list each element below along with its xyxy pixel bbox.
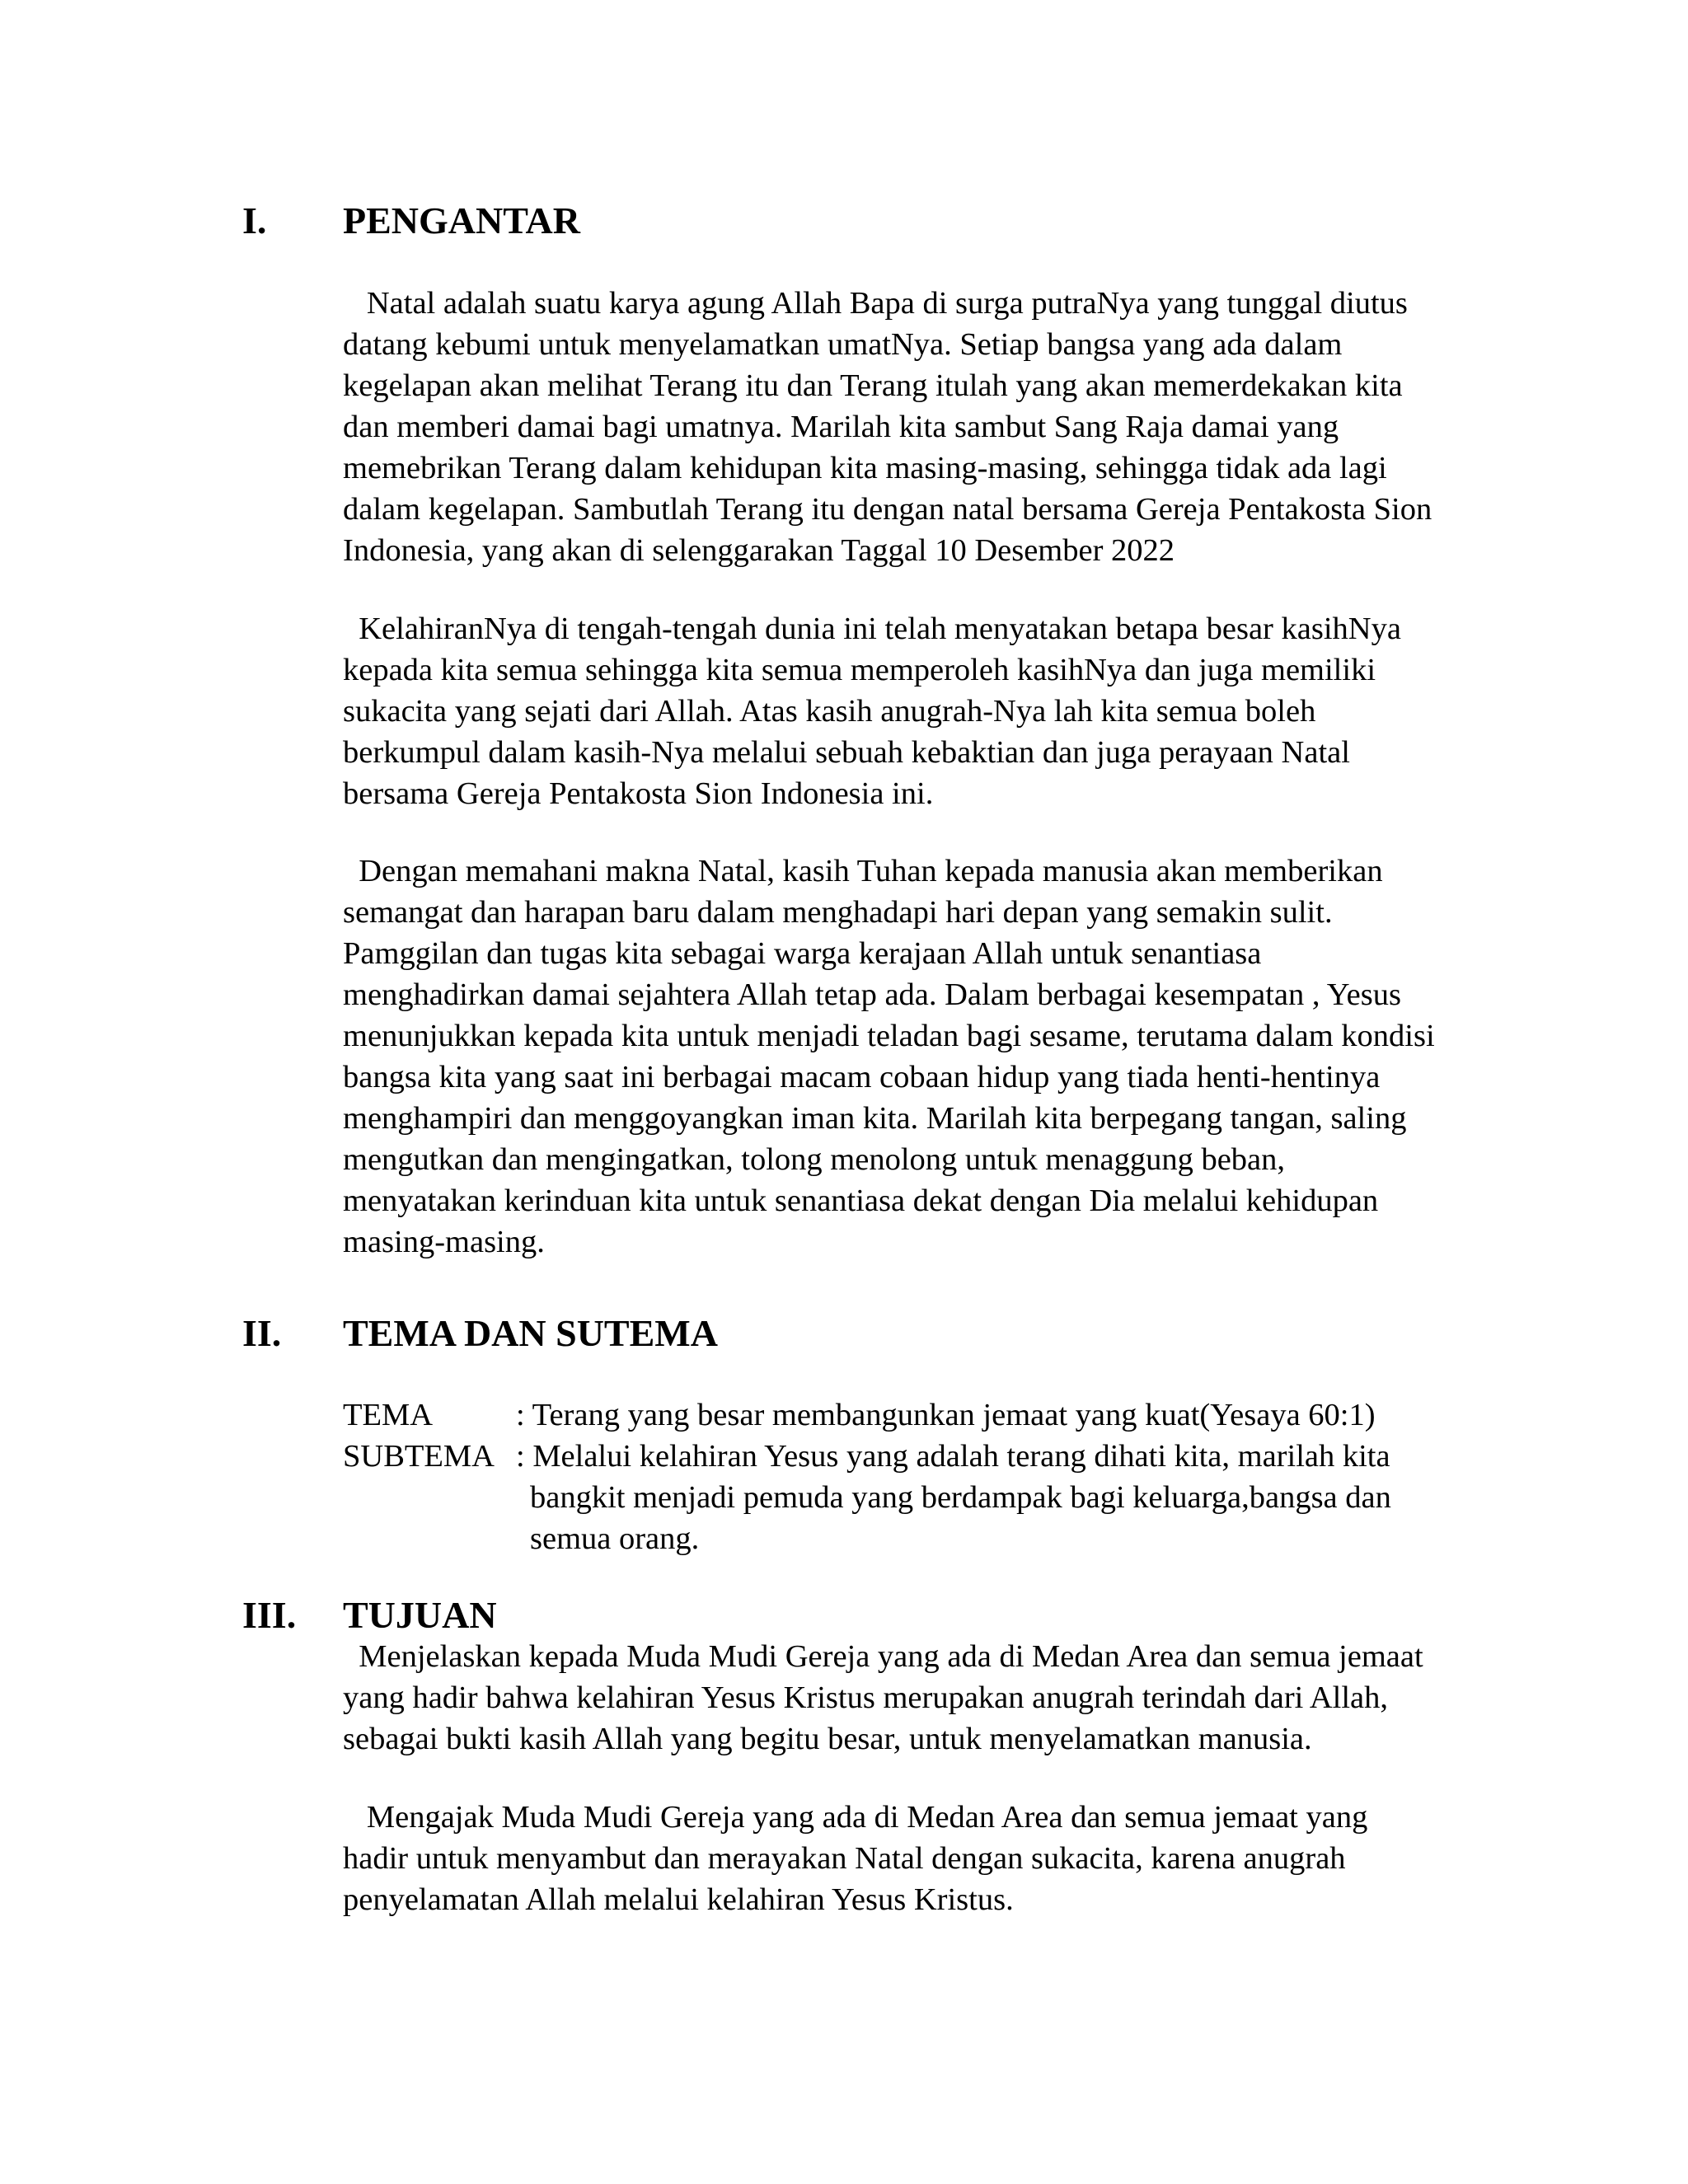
text-line: menunjukkan kepada kita untuk menjadi teladan bagi sesame, terutama dalam kondisi (343, 1019, 1435, 1053)
subtema-value-continued: semua orang. (530, 1521, 700, 1556)
section-number: II. (242, 1312, 282, 1354)
text-line: mengutkan dan mengingatkan, tolong menolong untuk menaggung beban, (343, 1142, 1286, 1177)
text-line: Pamggilan dan tugas kita sebagai warga kerajaan Allah untuk senantiasa (343, 936, 1262, 971)
section-title: PENGANTAR (343, 199, 580, 241)
section-heading-pengantar (242, 199, 580, 241)
tema-row (343, 1394, 1376, 1436)
paragraph-pengantar-1 (343, 283, 1497, 571)
text-line: Menjelaskan kepada Muda Mudi Gereja yang ada di Medan Area dan semua jemaat (343, 1639, 1423, 1674)
text-line: datang kebumi untuk menyelamatkan umatNya. Setiap bangsa yang ada dalam (343, 327, 1343, 362)
section-number: I. (242, 199, 267, 241)
paragraph-pengantar-3 (343, 851, 1497, 1263)
subtema-value: : Melalui kelahiran Yesus yang adalah terang dihati kita, marilah kita (516, 1439, 1390, 1474)
section-title: TEMA DAN SUTEMA (343, 1312, 718, 1354)
section-number: III. (242, 1594, 297, 1636)
text-line: masing-masing. (343, 1225, 545, 1259)
tema-value: : Terang yang besar membangunkan jemaat yang kuat(Yesaya 60:1) (516, 1398, 1376, 1432)
text-line: semangat dan harapan baru dalam menghadapi hari depan yang semakin sulit. (343, 895, 1333, 930)
text-line: dalam kegelapan. Sambutlah Terang itu dengan natal bersama Gereja Pentakosta Sion (343, 492, 1432, 527)
text-line: Dengan memahani makna Natal, kasih Tuhan kepada manusia akan memberikan (343, 854, 1383, 888)
text-line: bangsa kita yang saat ini berbagai macam cobaan hidup yang tiada henti-hentinya (343, 1060, 1381, 1094)
text-line: sukacita yang sejati dari Allah. Atas kasih anugrah-Nya lah kita semua boleh (343, 694, 1316, 729)
text-line: sebagai bukti kasih Allah yang begitu besar, untuk menyelamatkan manusia. (343, 1722, 1312, 1756)
text-line: Natal adalah suatu karya agung Allah Bapa di surga putraNya yang tunggal diutus (343, 286, 1408, 321)
text-line: kepada kita semua sehingga kita semua memperoleh kasihNya dan juga memiliki (343, 653, 1376, 687)
section-heading-tema (242, 1312, 718, 1354)
text-line: menghadirkan damai sejahtera Allah tetap ada. Dalam berbagai kesempatan , Yesus (343, 977, 1401, 1012)
section-heading-tujuan (242, 1596, 497, 1634)
subtema-row (343, 1436, 1390, 1477)
text-line: kegelapan akan melihat Terang itu dan Terang itulah yang akan memerdekakan kita (343, 368, 1403, 403)
paragraph-tujuan-2 (343, 1797, 1497, 1920)
text-line: menyatakan kerinduan kita untuk senantiasa dekat dengan Dia melalui kehidupan (343, 1183, 1379, 1218)
text-line: yang hadir bahwa kelahiran Yesus Kristus merupakan anugrah terindah dari Allah, (343, 1680, 1389, 1715)
section-title: TUJUAN (343, 1594, 497, 1636)
text-line: penyelamatan Allah melalui kelahiran Yesus Kristus. (343, 1882, 1014, 1917)
text-line: berkumpul dalam kasih-Nya melalui sebuah kebaktian dan juga perayaan Natal (343, 735, 1350, 770)
subtema-value-continued: bangkit menjadi pemuda yang berdampak bagi keluarga,bangsa dan (530, 1480, 1391, 1515)
text-line: memebrikan Terang dalam kehidupan kita masing-masing, sehingga tidak ada lagi (343, 451, 1387, 485)
text-line: bersama Gereja Pentakosta Sion Indonesia ini. (343, 776, 934, 811)
text-line: dan memberi damai bagi umatnya. Marilah kita sambut Sang Raja damai yang (343, 410, 1339, 444)
text-line: menghampiri dan menggoyangkan iman kita. Marilah kita berpegang tangan, saling (343, 1101, 1407, 1136)
subtema-label: SUBTEMA (343, 1439, 495, 1474)
paragraph-tujuan-1 (343, 1636, 1497, 1760)
tema-label: TEMA (343, 1398, 434, 1432)
paragraph-pengantar-2 (343, 608, 1497, 814)
text-line: hadir untuk menyambut dan merayakan Natal dengan sukacita, karena anugrah (343, 1841, 1346, 1876)
text-line: Indonesia, yang akan di selenggarakan Taggal 10 Desember 2022 (343, 533, 1175, 568)
text-line: KelahiranNya di tengah-tengah dunia ini telah menyatakan betapa besar kasihNya (343, 612, 1401, 646)
text-line: Mengajak Muda Mudi Gereja yang ada di Medan Area dan semua jemaat yang (343, 1800, 1368, 1835)
